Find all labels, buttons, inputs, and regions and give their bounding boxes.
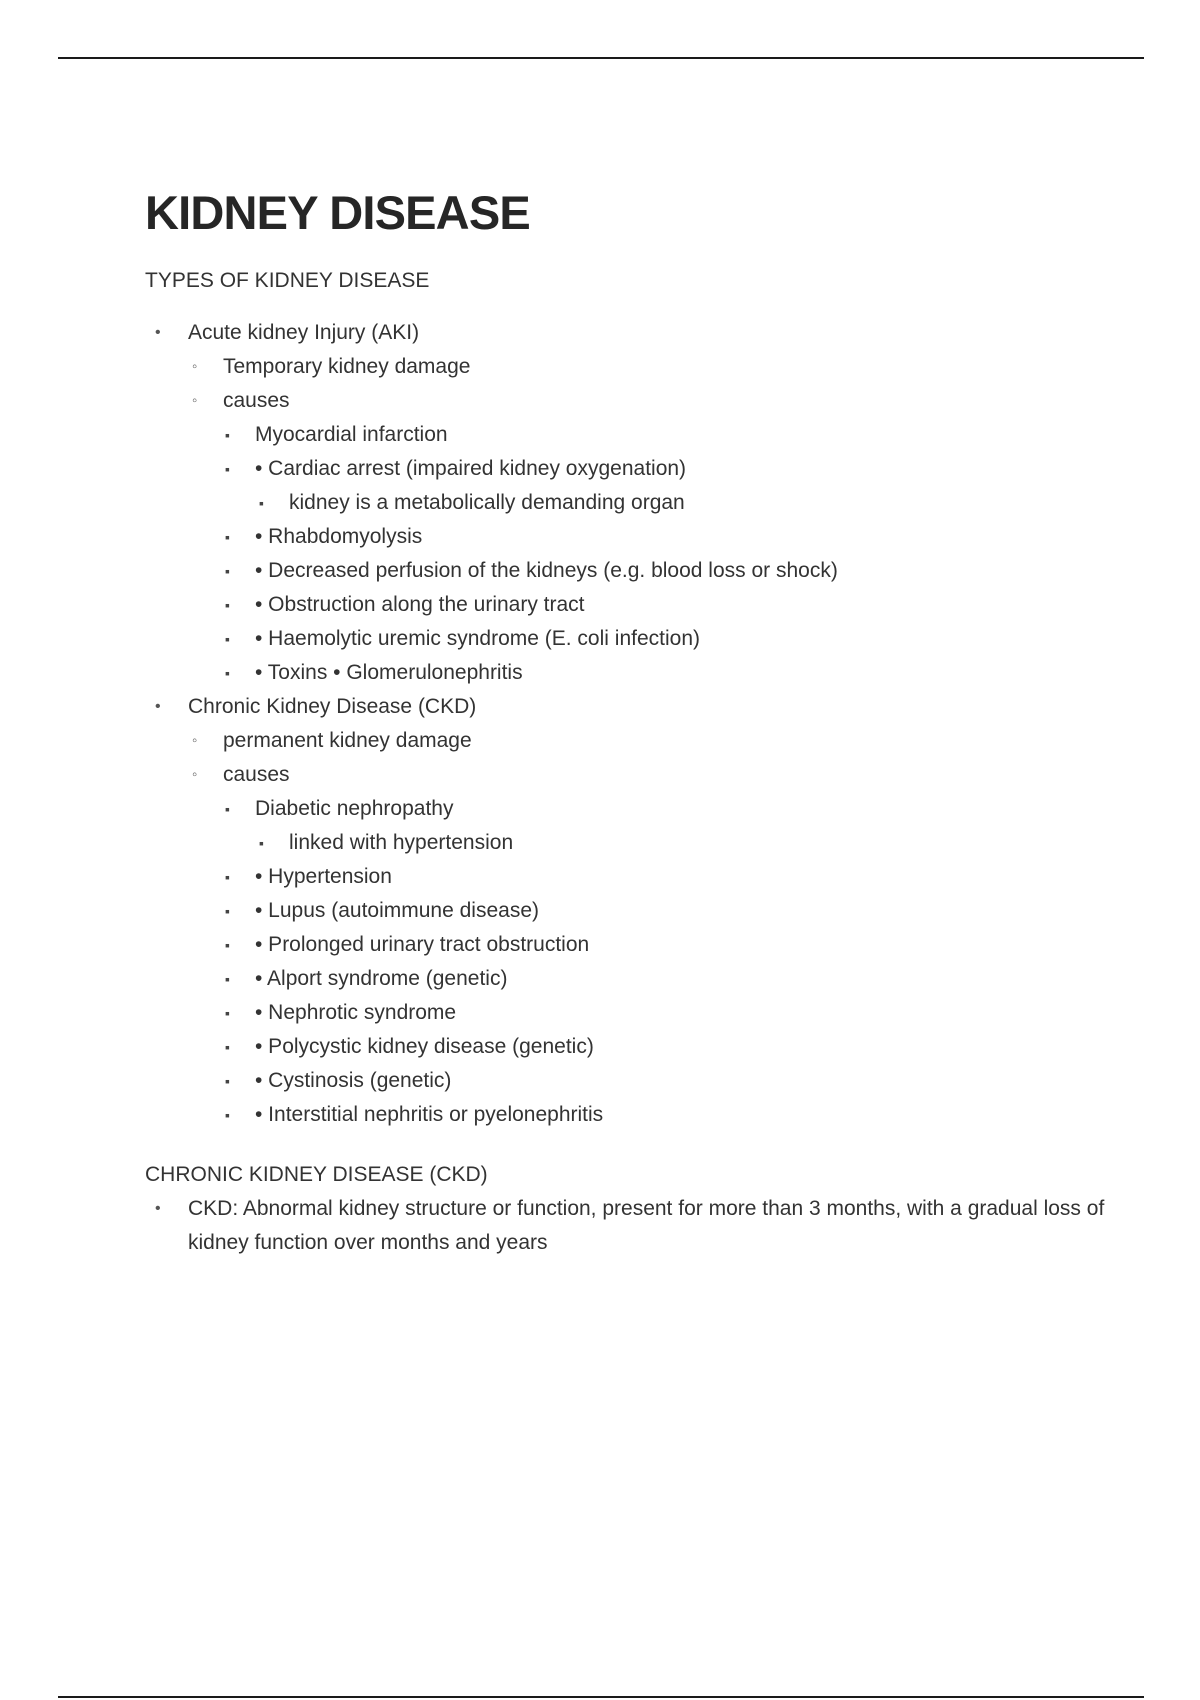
aki-cause-text: • Decreased perfusion of the kidneys (e.g. blood loss or shock) [255,559,838,582]
ckd-cause-text: • Polycystic kidney disease (genetic) [255,1035,594,1058]
ckd-cause-subnote-list [255,826,1105,860]
bottom-rule [58,1696,1144,1698]
aki-cause-text: Myocardial infarction [255,423,448,446]
top-rule [58,57,1144,59]
list-item-ckd [145,690,1105,1132]
list-item-ckd-causes [188,758,1105,1132]
ckd-definition-item [145,1192,1105,1260]
ckd-cause-item [223,860,1105,894]
section-heading-ckd: CHRONIC KIDNEY DISEASE (CKD) [145,1163,488,1186]
bullet-square: ▪ [225,1005,230,1021]
bullet-square: ▪ [225,869,230,885]
list-item-aki-description [188,350,1105,384]
bullet-square: ▪ [225,529,230,545]
bullet-square: ▪ [259,835,264,851]
bullet-square: ▪ [225,427,230,443]
ckd-description: permanent kidney damage [223,729,472,752]
ckd-cause-item [223,962,1105,996]
aki-cause-item [223,656,1105,690]
bullet-square: ▪ [225,903,230,919]
ckd-cause-item [223,1064,1105,1098]
ckd-causes-list [223,792,1105,1132]
aki-cause-item [223,520,1105,554]
ckd-cause-item [223,894,1105,928]
ckd-cause-subnote-text: linked with hypertension [289,831,514,854]
bullet-square: ▪ [225,801,230,817]
aki-cause-text: • Rhabdomyolysis [255,525,423,548]
bullet-circle: ◦ [192,732,198,749]
ckd-cause-text: • Hypertension [255,865,392,888]
aki-cause-item [223,418,1105,452]
bullet-circle: ◦ [192,392,198,409]
aki-cause-item [223,554,1105,588]
aki-causes-list [223,418,1105,690]
bullet-square: ▪ [225,971,230,987]
ckd-cause-text: • Cystinosis (genetic) [255,1069,452,1092]
bullet-square: ▪ [225,1073,230,1089]
types-list [145,316,1105,1132]
bullet-square: ▪ [225,597,230,613]
list-item-aki-causes [188,384,1105,690]
ckd-definition-list [145,1192,1105,1260]
aki-label: Acute kidney Injury (AKI) [188,321,420,344]
ckd-sublist [188,724,1105,1132]
aki-cause-text: • Obstruction along the urinary tract [255,593,585,616]
bullet-square: ▪ [259,495,264,511]
aki-cause-item [223,452,1105,520]
ckd-label: Chronic Kidney Disease (CKD) [188,695,477,718]
ckd-cause-subnote [255,826,1105,860]
bullet-square: ▪ [225,937,230,953]
ckd-cause-text: • Interstitial nephritis or pyelonephritis [255,1103,604,1126]
ckd-cause-item [223,996,1105,1030]
aki-cause-item [223,622,1105,656]
bullet-square: ▪ [225,563,230,579]
document-body [145,180,1105,1260]
ckd-cause-text: • Alport syndrome (genetic) [255,967,508,990]
ckd-definition-text: CKD: Abnormal kidney structure or function, present for more than 3 months, with a gradual loss of kidney function over months and years [188,1197,1105,1254]
list-item-aki [145,316,1105,690]
bullet-disc: • [155,698,161,715]
list-item-ckd-description [188,724,1105,758]
ckd-causes-label: causes [223,763,290,786]
aki-cause-subnote-list [255,486,1105,520]
ckd-cause-item [223,792,1105,860]
bullet-disc: • [155,324,161,341]
aki-causes-label: causes [223,389,290,412]
ckd-cause-text: Diabetic nephropathy [255,797,454,820]
bullet-circle: ◦ [192,766,198,783]
ckd-cause-text: • Nephrotic syndrome [255,1001,457,1024]
aki-cause-subnote-text: kidney is a metabolically demanding organ [289,491,685,514]
bullet-disc: • [155,1200,161,1217]
aki-cause-subnote [255,486,1105,520]
ckd-cause-item [223,928,1105,962]
aki-cause-text: • Cardiac arrest (impaired kidney oxygenation) [255,457,687,480]
aki-cause-item [223,588,1105,622]
bullet-square: ▪ [225,461,230,477]
bullet-square: ▪ [225,1039,230,1055]
bullet-square: ▪ [225,631,230,647]
aki-sublist [188,350,1105,690]
bullet-square: ▪ [225,665,230,681]
aki-description: Temporary kidney damage [223,355,471,378]
ckd-cause-text: • Lupus (autoimmune disease) [255,899,540,922]
document-title: KIDNEY DISEASE [145,186,530,239]
bullet-circle: ◦ [192,358,198,375]
ckd-cause-item [223,1098,1105,1132]
ckd-cause-text: • Prolonged urinary tract obstruction [255,933,590,956]
aki-cause-text: • Toxins • Glomerulonephritis [255,661,523,684]
ckd-cause-item [223,1030,1105,1064]
aki-cause-text: • Haemolytic uremic syndrome (E. coli infection) [255,627,700,650]
section-heading-types: TYPES OF KIDNEY DISEASE [145,269,430,292]
bullet-square: ▪ [225,1107,230,1123]
